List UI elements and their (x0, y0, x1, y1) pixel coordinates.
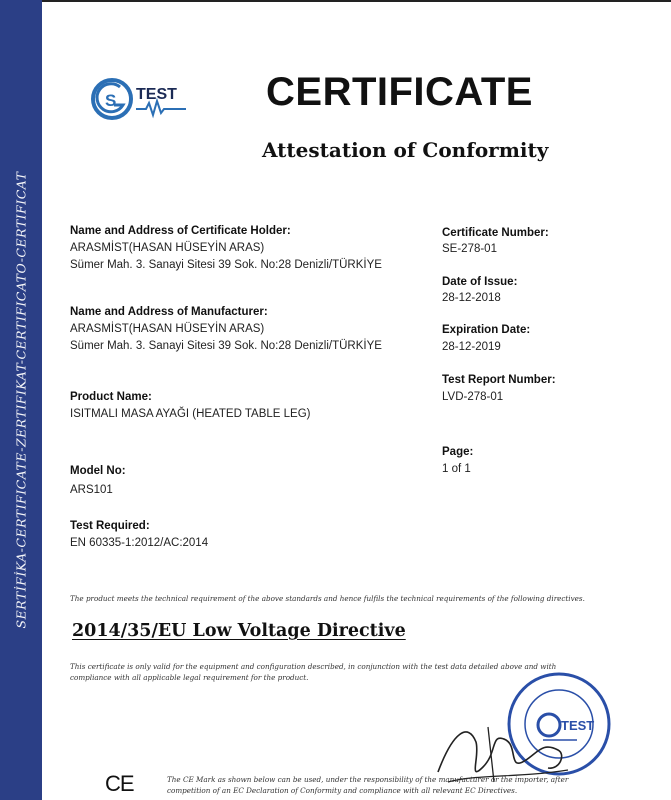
product-value: ISITMALI MASA AYAĞI (HEATED TABLE LEG) (70, 408, 311, 420)
certificate-number-label: Certificate Number: (442, 227, 549, 239)
expiration-date-value: 28-12-2019 (442, 341, 501, 353)
expiration-date-label: Expiration Date: (442, 324, 531, 336)
model-value: ARS101 (70, 484, 113, 496)
holder-name: ARASMİST(HASAN HÜSEYİN ARAS) (70, 242, 265, 254)
requirement-note: The product meets the technical requirement of the above standards and hence fulfils the technical requirements of the following directives. (70, 594, 585, 603)
validity-note-line1: This certificate is only valid for the equipment and configuration described, in conjunction with the test data detailed above and with (70, 662, 557, 671)
certificate-number-value: SE-278-01 (442, 243, 497, 255)
stamp-text: TEST (561, 718, 595, 733)
svg-text:S: S (105, 91, 117, 110)
model-label: Model No: (70, 465, 126, 477)
certificate-title: CERTIFICATE (266, 70, 533, 114)
product-label: Product Name: (70, 391, 152, 403)
validity-note-line2: compliance with all applicable legal requirement for the product. (70, 673, 309, 682)
holder-address: Sümer Mah. 3. Sanayi Sitesi 39 Sok. No:28 Denizli/TÜRKİYE (70, 259, 382, 271)
sidebar-band (0, 0, 42, 800)
logo-text: TEST (136, 86, 177, 103)
page-value: 1 of 1 (442, 463, 471, 475)
ce-note-line2: competition of an EC Declaration of Conformity and compliance with all relevant EC Directives. (167, 786, 518, 795)
date-of-issue-label: Date of Issue: (442, 276, 518, 288)
gs-test-logo (90, 75, 200, 123)
ce-mark: CE (105, 771, 134, 796)
certificate-subtitle: Attestation of Conformity (262, 138, 549, 162)
manufacturer-label: Name and Address of Manufacturer: (70, 306, 268, 318)
directive-title: 2014/35/EU Low Voltage Directive (72, 621, 406, 641)
test-report-number-value: LVD-278-01 (442, 391, 504, 403)
page-label: Page: (442, 446, 474, 458)
test-required-value: EN 60335-1:2012/AC:2014 (70, 537, 209, 549)
test-required-label: Test Required: (70, 520, 150, 532)
sidebar-watermark-text: SERTİFİKA-CERTIFICATE-ZERTIFIKAT-CERTIFICATO-CERTIFICAT (13, 171, 29, 629)
manufacturer-address: Sümer Mah. 3. Sanayi Sitesi 39 Sok. No:28 Denizli/TÜRKİYE (70, 340, 382, 352)
ce-note-line1: The CE Mark as shown below can be used, under the responsibility of the manufacturer or the importer, after (167, 775, 569, 784)
test-report-number-label: Test Report Number: (442, 374, 556, 386)
manufacturer-name: ARASMİST(HASAN HÜSEYİN ARAS) (70, 323, 265, 335)
date-of-issue-value: 28-12-2018 (442, 292, 501, 304)
holder-label: Name and Address of Certificate Holder: (70, 225, 291, 237)
